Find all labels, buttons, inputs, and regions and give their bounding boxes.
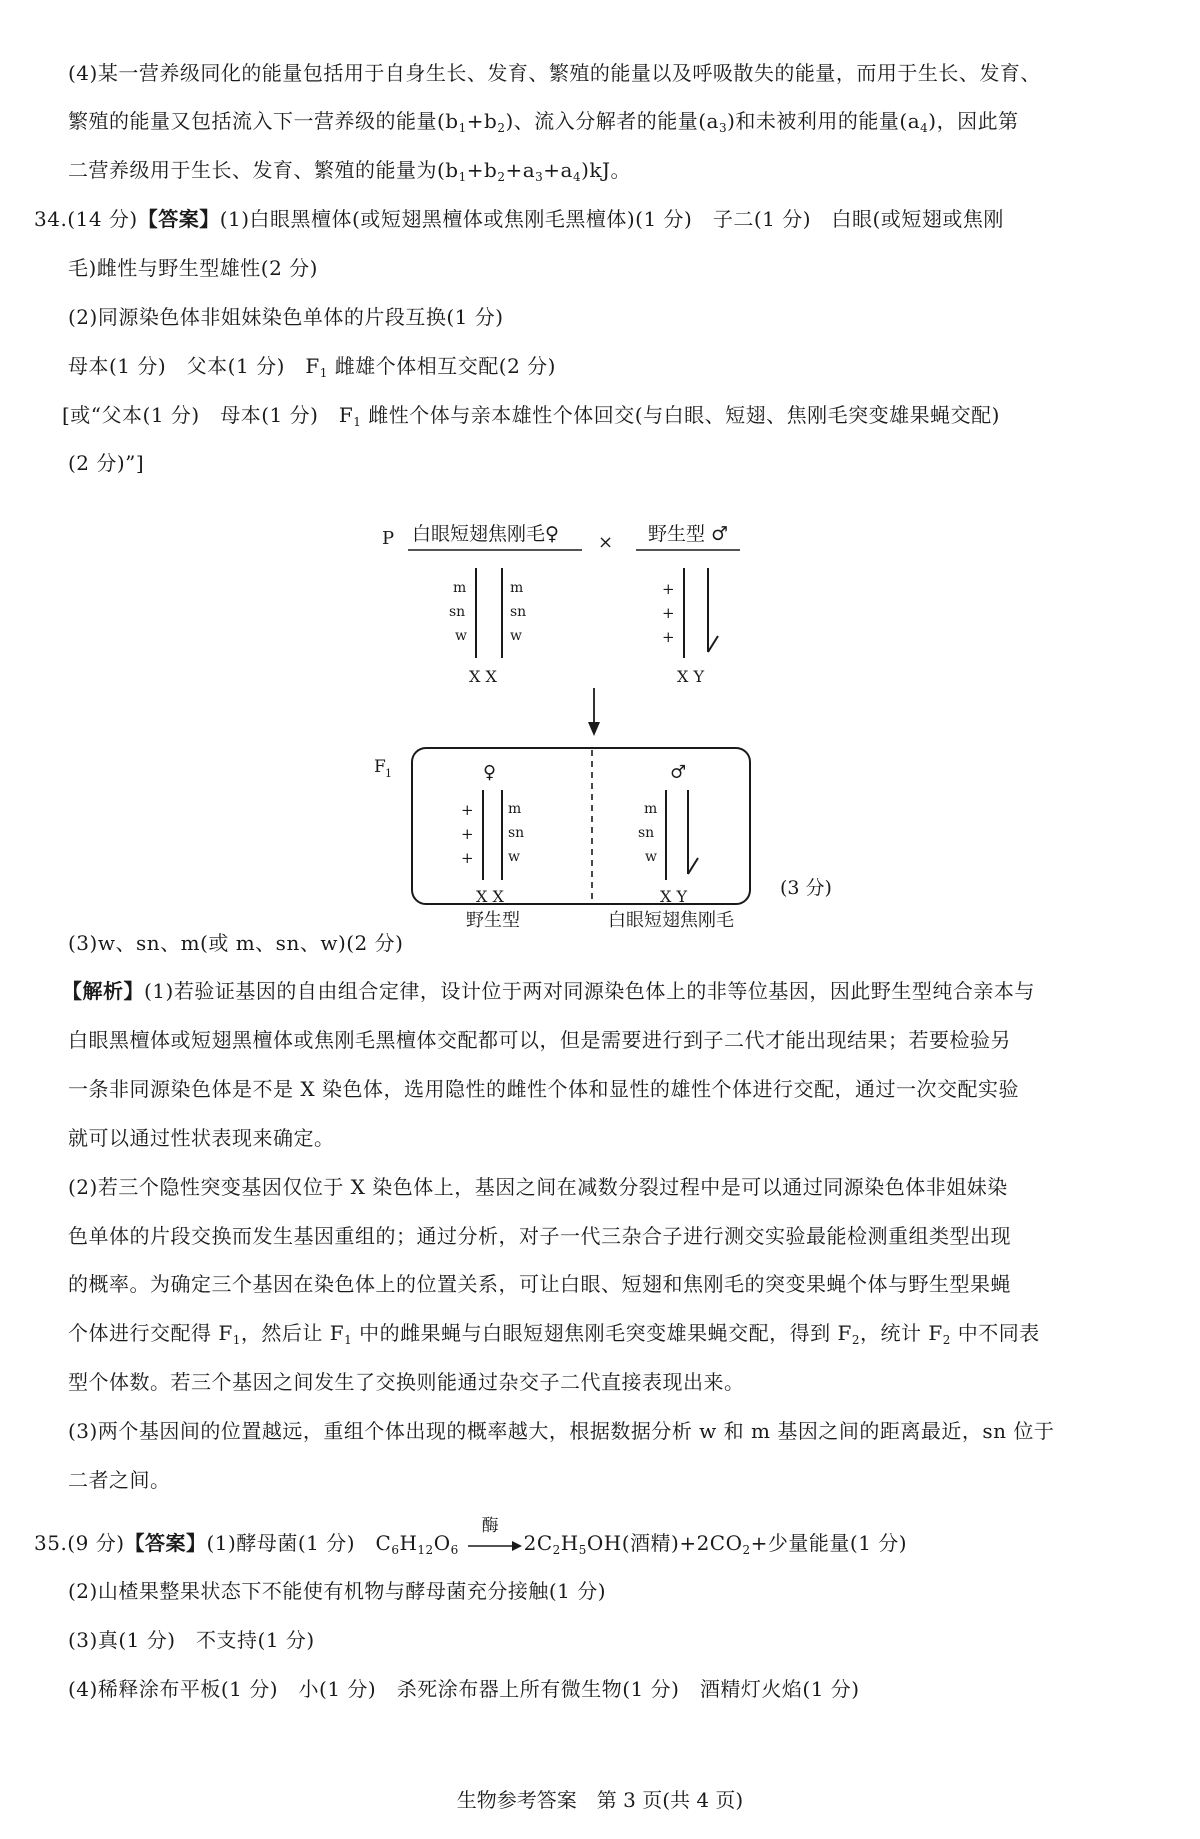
cross-sign: × <box>598 532 614 553</box>
reaction-arrow <box>468 1515 522 1555</box>
male-parent-label: 野生型 ♂ <box>648 523 729 545</box>
q34-answer-line: 34.(14 分)【答案】(1)白眼黑檀体(或短翅黑檀体或焦刚毛黑檀体)(1 分) 子二(1 分) 白眼(或短翅或焦刚 <box>34 207 1004 231</box>
text-line: (2)山楂果整果状态下不能使有机物与酵母菌充分接触(1 分) <box>68 1579 607 1603</box>
analysis-line: 【解析】(1)若验证基因的自由组合定律，设计位于两对同源染色体上的非等位基因，因此野生型纯合亲本与 <box>62 979 1035 1003</box>
answer-tag: 【答案】 <box>137 207 220 231</box>
gene-label: m <box>453 580 467 596</box>
gene-label: m <box>508 801 522 817</box>
chromosome-label: X Y <box>677 667 705 686</box>
text-line: 一条非同源染色体是不是 X 染色体，选用隐性的雌性个体和显性的雄性个体进行交配，通过一次交配实验 <box>68 1077 1019 1101</box>
p-label: P <box>382 528 395 549</box>
f1-subscript: 1 <box>385 767 392 780</box>
question-number: 35.(9 分) <box>34 1531 125 1555</box>
f1-label: F <box>374 757 386 777</box>
text-line: 母本(1 分) 父本(1 分) $F_1$ 雌雄个体相互交配(2 分) <box>68 354 556 380</box>
question-number: 34.(14 分) <box>34 207 138 231</box>
text-line: (2)若三个隐性突变基因仅位于 X 染色体上，基因之间在减数分裂过程中是可以通过同源染色体非姐妹染 <box>68 1175 1008 1199</box>
gene-label: m <box>644 801 658 817</box>
gene-label: + <box>461 825 474 843</box>
f1-male-chromosomes <box>638 762 698 906</box>
text-line: (3)真(1 分) 不支持(1 分) <box>68 1628 315 1652</box>
chromosome-label: X X <box>469 667 497 686</box>
gene-label: + <box>662 628 675 646</box>
gene-label: w <box>645 849 657 865</box>
gene-label: + <box>662 580 675 598</box>
gene-label: + <box>461 801 474 819</box>
gene-label: m <box>510 580 524 596</box>
text-line: [或“父本(1 分) 母本(1 分) $F_1$ 雌性个体与亲本雄性个体回交(与白眼、短翅、焦刚毛突变雄果蝇交配) <box>62 403 1000 429</box>
page-footer: 生物参考答案 第 3 页(共 4 页) <box>456 1788 744 1812</box>
gene-label: sn <box>508 825 525 841</box>
text-line: 色单体的片段交换而发生基因重组的；通过分析，对子一代三杂合子进行测交实验最能检测重组类型出现 <box>68 1224 1011 1248</box>
gene-label: + <box>461 849 474 867</box>
q35-answer-line: 35.(9 分)【答案】(1)酵母菌(1 分) $C_6H_{12}O_6$ 酶 $2C_2H_5OH$(酒精)$+2CO_2+$少量能量(1 分) <box>34 1528 907 1565</box>
female-symbol: ♀ <box>483 762 497 783</box>
p-male-chromosomes <box>662 568 718 686</box>
text-line: (2 分)”] <box>68 451 145 475</box>
text-line: (3)两个基因间的位置越远，重组个体出现的概率越大，根据数据分析 w 和 m 基因之间的距离最近，sn 位于 <box>68 1419 1055 1443</box>
text-line: 繁殖的能量又包括流入下一营养级的能量$(b_1+b_2)$、流入分解者的能量$(a_3)$和未被利用的能量$(a_4)$，因此第 <box>68 109 1019 135</box>
arrow-head <box>588 722 600 736</box>
phenotype-label: 白眼短翅焦刚毛 <box>608 910 734 930</box>
text-line: (4)某一营养级同化的能量包括用于自身生长、发育、繁殖的能量以及呼吸散失的能量，而用于生长、发育、 <box>68 61 1041 85</box>
phenotype-label: 野生型 <box>466 910 520 930</box>
text-line: (3)w、sn、m(或 m、sn、w)(2 分) <box>68 931 404 955</box>
gene-label: sn <box>510 604 527 620</box>
chromosome-label: X Y <box>660 887 688 906</box>
text-line: 就可以通过性状表现来确定。 <box>68 1126 335 1150</box>
enzyme-label: 酶 <box>481 1515 500 1536</box>
text-line: (4)稀释涂布平板(1 分) 小(1 分) 杀死涂布器上所有微生物(1 分) 酒精灯火焰(1 分) <box>68 1677 860 1701</box>
analysis-tag: 【解析】 <box>62 979 144 1003</box>
text-line: 型个体数。若三个基因之间发生了交换则能通过杂交子二代直接表现出来。 <box>68 1370 745 1394</box>
text-line: 二者之间。 <box>68 1468 171 1492</box>
gene-label: w <box>510 628 522 644</box>
gene-label: w <box>508 849 520 865</box>
f1-female-chromosomes <box>461 762 524 906</box>
p-female-chromosomes <box>449 568 526 686</box>
gene-label: sn <box>638 825 655 841</box>
text-line: 白眼黑檀体或短翅黑檀体或焦刚毛黑檀体交配都可以，但是需要进行到子二代才能出现结果；若要检验另 <box>68 1028 1011 1052</box>
male-symbol: ♂ <box>670 762 687 783</box>
text-line: 的概率。为确定三个基因在染色体上的位置关系，可让白眼、短翅和焦刚毛的突变果蝇个体与野生型果蝇 <box>68 1272 1011 1296</box>
chromosome-label: X X <box>476 887 504 906</box>
answer-tag: 【答案】 <box>124 1531 207 1555</box>
cross-diagram <box>350 510 910 930</box>
score-label: (3 分) <box>780 877 832 899</box>
text-line: 个体进行交配得 $F_1$，然后让 $F_1$ 中的雌果蝇与白眼短翅焦刚毛突变雄果蝇交配，得到 $F_2$，统计 $F_2$ 中不同表 <box>68 1321 1040 1347</box>
text-line: (2)同源染色体非姐妹染色单体的片段互换(1 分) <box>68 305 504 329</box>
gene-label: + <box>662 604 675 622</box>
gene-label: w <box>455 628 467 644</box>
text-line: 毛)雌性与野生型雄性(2 分) <box>68 256 318 280</box>
female-parent-label: 白眼短翅焦刚毛♀ <box>412 523 559 545</box>
text-line: 二营养级用于生长、发育、繁殖的能量为$(b_1+b_2+a_3+a_4)kJ$。 <box>68 158 632 184</box>
gene-label: sn <box>449 604 466 620</box>
